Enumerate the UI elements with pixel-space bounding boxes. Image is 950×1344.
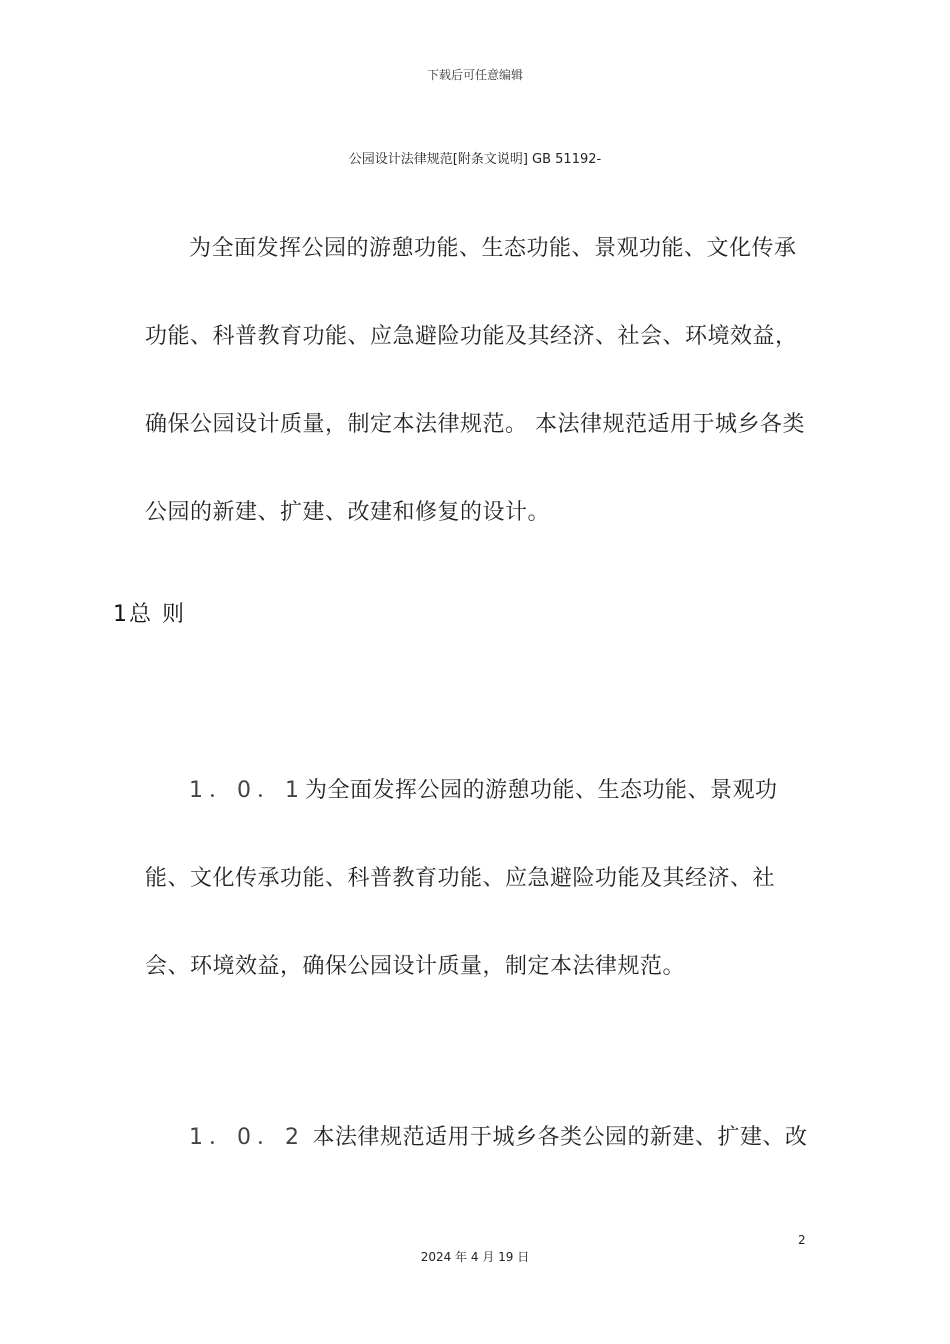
footer-date: 2024 年 4 月 19 日 [420, 1250, 530, 1264]
clause-1-0-2 [145, 1094, 810, 1182]
intro-paragraph [145, 205, 810, 557]
clause-text: 为全面发挥公园的游憩功能、生态功能、景观功能、文化传承功能、科普教育功能、应急避险功能及其经济、社会、环境效益，确保公园设计质量，制定本法律规范。 [145, 778, 778, 979]
document-title: 公园设计法律规范[附条文说明] GB 51192- [348, 152, 602, 167]
clause-number: 1．0．1 [189, 778, 305, 803]
clause-text: 本法律规范适用于城乡各类公园的新建、扩建、改 [305, 1125, 808, 1150]
clause-number: 1．0．2 [189, 1125, 305, 1150]
header-note: 下载后可任意编辑 [426, 68, 523, 82]
page-number: 2 [798, 1233, 806, 1247]
clause-1-0-1 [145, 747, 810, 1011]
intro-text: 为全面发挥公园的游憩功能、生态功能、景观功能、文化传承功能、科普教育功能、应急避险功能及其经济、社会、环境效益，确保公园设计质量，制定本法律规范。 本法律规范适用于城乡各类公园的新建、扩建、改建和修复的设计。 [145, 236, 805, 525]
section-heading: 1总 则 [113, 602, 186, 627]
